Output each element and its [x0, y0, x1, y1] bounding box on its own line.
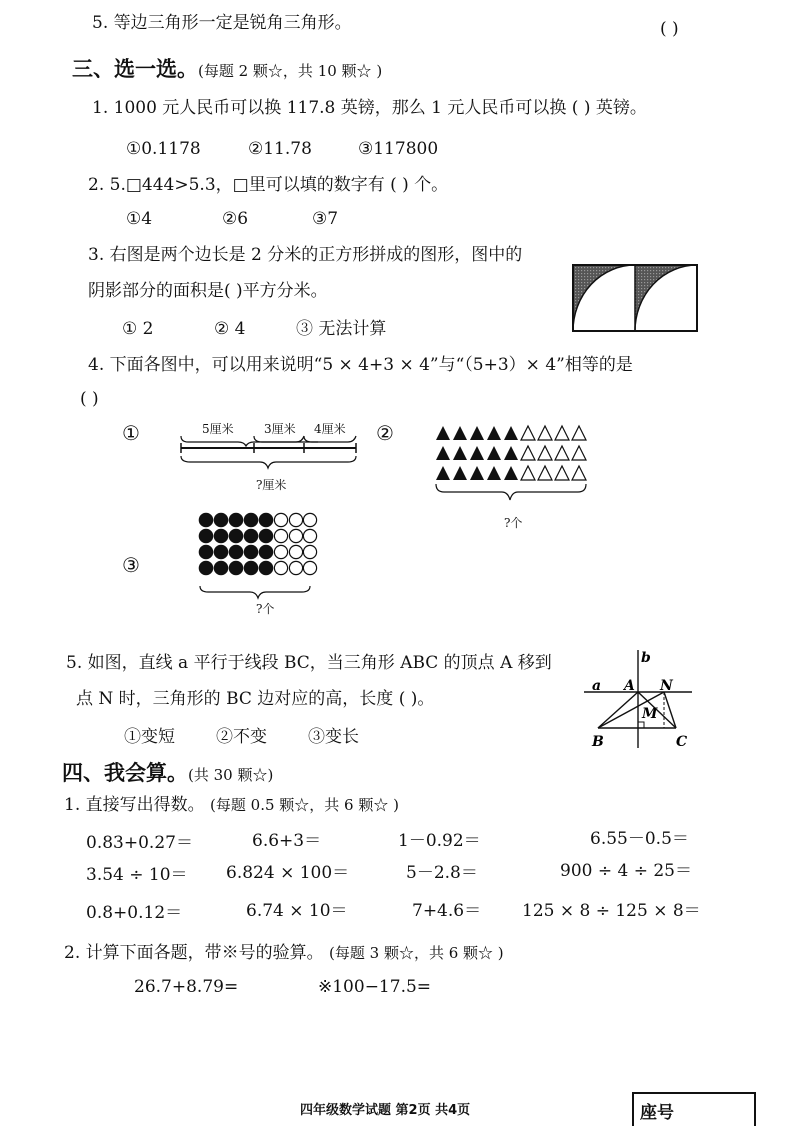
q3-option: ② 4 [214, 319, 246, 339]
q5-option: ③变长 [308, 727, 359, 747]
section-heading [72, 58, 382, 82]
fig3-total-label: ?个 [256, 602, 275, 616]
calc-item: 0.83+0.27＝ [86, 833, 193, 853]
fig1-seg2-label: 3厘米 [264, 422, 296, 436]
q5-true-false: 5. 等边三角形一定是锐角三角形。 [92, 13, 352, 33]
calc-item: 7+4.6＝ [412, 901, 482, 921]
q1-option: ②11.78 [248, 139, 312, 159]
calc-item: 6.74 × 10＝ [246, 901, 348, 921]
fig2-triangles [436, 424, 586, 520]
label-C: C [676, 734, 688, 750]
q3-line1: 3. 右图是两个边长是 2 分米的正方形拼成的图形，图中的 [88, 245, 523, 265]
fig3-circles [198, 512, 312, 616]
calc-item: 3.54 ÷ 10＝ [86, 865, 188, 885]
fig3-number: ③ [122, 553, 140, 577]
p2-heading [64, 942, 504, 964]
q2-option: ③7 [312, 209, 339, 229]
p1-title: 1. 直接写出得数。 [64, 795, 205, 815]
p1-heading [64, 794, 399, 816]
fig1-number: ① [122, 421, 140, 445]
label-b: b [641, 650, 651, 666]
q2-option: ①4 [126, 209, 153, 229]
fig2-number: ② [376, 421, 394, 445]
q3-shaded-figure [572, 264, 698, 332]
q2-option: ②6 [222, 209, 249, 229]
fig2-total-label: ?个 [504, 516, 523, 530]
fig1-seg3-label: 4厘米 [314, 422, 346, 436]
q2-text: 2. 5.□444>5.3，□里可以填的数字有 ( ) 个。 [88, 175, 449, 195]
page-footer: 四年级数学试题 第2页 共4页 [300, 1103, 471, 1118]
label-M: M [642, 706, 658, 722]
fig1-total-label: ?厘米 [256, 478, 287, 492]
q5-option: ①变短 [124, 727, 175, 747]
calc-item: 26.7+8.79= [134, 977, 239, 997]
calc-item: 5－2.8＝ [406, 863, 478, 883]
section4-heading [62, 762, 273, 786]
calc-item: ※100−17.5= [318, 977, 432, 997]
section3-note: (每题 2 颗☆，共 10 颗☆ ) [198, 62, 383, 80]
label-N: N [660, 678, 673, 694]
q4-paren: ( ) [80, 389, 99, 409]
q4-line1: 4. 下面各图中，可以用来说明“5 × 4+3 × 4”与“（5+3）× 4”相等的是 [88, 355, 633, 375]
label-A: A [624, 678, 635, 694]
q5-line1: 5. 如图，直线 a 平行于线段 BC，当三角形 ABC 的顶点 A 移到 [66, 653, 552, 673]
seat-number-box [632, 1092, 756, 1126]
fig1-seg1-label: 5厘米 [202, 422, 234, 436]
seat-label: 座号 [640, 1103, 674, 1123]
q3-line2: 阴影部分的面积是( )平方分米。 [88, 281, 328, 301]
calc-item: 0.8+0.12＝ [86, 903, 183, 923]
fig1-segment-diagram [178, 428, 360, 472]
p1-note: (每题 0.5 颗☆，共 6 颗☆ ) [210, 796, 399, 814]
section4-title: 四、我会算。 [62, 761, 188, 785]
calc-item: 125 × 8 ÷ 125 × 8＝ [522, 901, 701, 921]
answer-paren: ( ) [660, 19, 679, 39]
calc-item: 6.824 × 100＝ [226, 863, 350, 883]
calc-item: 900 ÷ 4 ÷ 25＝ [560, 861, 692, 881]
q5-line2: 点 N 时，三角形的 BC 边对应的高，长度 ( )。 [76, 689, 435, 709]
q5-triangle-figure [580, 648, 700, 752]
label-B: B [592, 734, 604, 750]
q1-text: 1. 1000 元人民币可以换 117.8 英镑，那么 1 元人民币可以换 ( ) 英镑。 [92, 98, 647, 118]
q3-option: ③ 无法计算 [296, 319, 387, 339]
q5-option: ②不变 [216, 727, 267, 747]
calc-item: 6.55－0.5＝ [590, 829, 689, 849]
q1-option: ①0.1178 [126, 139, 201, 159]
label-a: a [592, 678, 602, 694]
calc-item: 6.6+3＝ [252, 831, 322, 851]
q3-option: ① 2 [122, 319, 154, 339]
section3-title: 三、选一选。 [72, 57, 198, 81]
calc-item: 1－0.92＝ [398, 831, 481, 851]
p2-note: (每题 3 颗☆，共 6 颗☆ ) [329, 944, 504, 962]
section4-note: (共 30 颗☆) [188, 766, 274, 784]
p2-title: 2. 计算下面各题，带※号的验算。 [64, 943, 324, 963]
q1-option: ③117800 [358, 139, 439, 159]
